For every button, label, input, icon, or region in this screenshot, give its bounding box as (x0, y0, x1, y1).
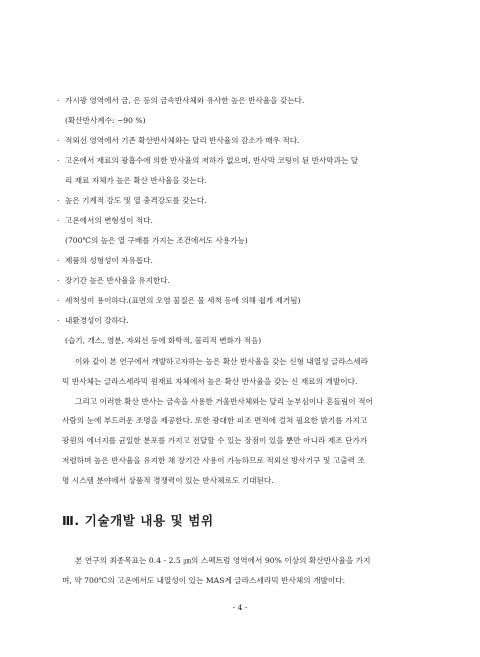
list-item (57, 216, 437, 236)
list-item (57, 296, 437, 316)
list-item-text: 고온에서의 변형성이 적다. (65, 216, 153, 225)
paragraph-line: 저렴하며 높은 반사율을 유지한 채 장기간 사용이 가능하므로 적외선 방사기구 및 고출력 조 (62, 456, 365, 465)
list-item-text: 내환경성이 강하다. (65, 316, 129, 325)
list-item-text: 제품의 성형성이 자유롭다. (65, 256, 153, 265)
bullet-marker: · (57, 156, 60, 165)
page-number: - 4 - (232, 603, 248, 612)
list-item-text: 높은 기계적 강도 및 열 충격강도를 갖는다. (65, 196, 207, 205)
bullet-marker: · (57, 216, 60, 225)
bullet-marker: · (57, 196, 60, 205)
list-item-text: 세척성이 용이하다.(표면의 오염 물질은 물 세척 등에 의해 쉽게 제거됨) (65, 296, 301, 305)
list-item (57, 116, 437, 136)
list-item-text: (확산반사계수: ~90 %) (65, 116, 146, 125)
paragraph-line: 본 연구의 최종목표는 0.4 - 2.5 ㎛의 스펙트럼 영역에서 90% 이상의 확산반사율을 가지 (75, 556, 371, 565)
list-item (57, 156, 437, 176)
paragraph-line: 믹 반사체는 글라스세라믹 원재료 자체에서 높은 확산 반사율을 갖는 신 재료의 개발이다. (62, 377, 358, 386)
list-item-text: 리 재료 자체가 높은 확산 반사율을 갖는다. (65, 176, 207, 185)
bullet-marker: · (57, 256, 60, 265)
bullet-marker: · (57, 96, 60, 105)
bullet-marker: · (57, 276, 60, 285)
list-item-text: 적외선 영역에서 기존 확산반사체와는 달리 반사율의 감소가 매우 적다. (65, 136, 300, 145)
paragraph-line: 이와 같이 본 연구에서 개발하고자하는 높은 확산 반사율을 갖는 신형 내열성 글라스세라 (75, 357, 368, 366)
bullet-marker: · (57, 296, 60, 305)
list-item-text: 고온에서 재료의 광흡수에 의한 반사율의 저하가 없으며, 반사막 코팅이 된 반사막과는 달 (65, 156, 359, 165)
bullet-marker: · (57, 136, 60, 145)
list-item (57, 96, 437, 116)
list-item-text: 가시광 영역에서 금, 은 등의 금속반사체와 유사한 높은 반사율을 갖는다. (65, 96, 305, 105)
list-item-text: 장기간 높은 반사율을 유지한다. (65, 276, 171, 285)
paragraph-line: 광원의 에너지를 균일한 분포를 가지고 전달할 수 있는 장점이 있을 뿐만 아니라 제조 단가가 (62, 436, 368, 445)
list-item-text: (700℃의 높은 열 구배를 가지는 조건에서도 사용가능) (65, 236, 248, 245)
paragraph-line: 며, 약 700℃의 고온에서도 내열성이 있는 MAS계 글라스세라믹 반사체의 개발이다. (62, 576, 346, 585)
list-item (57, 336, 437, 356)
list-item (57, 276, 437, 296)
list-item (57, 316, 437, 336)
list-item (57, 196, 437, 216)
property-bullet-list (57, 96, 437, 356)
list-item-text: (습기, 개스, 염분, 자외선 등에 화학적, 물리적 변화가 적음) (65, 336, 262, 345)
list-item (57, 236, 437, 256)
list-item (57, 176, 437, 196)
paragraph-line: 사람의 눈에 부드러운 조명을 제공한다. 또한 광대한 피조 면적에 걸쳐 필요한 밝기를 가지고 (62, 416, 368, 425)
list-item (57, 136, 437, 156)
paragraph-line: 명 시스템 분야에서 상품적 경쟁력이 있는 반사체로도 기대된다. (62, 476, 274, 485)
paragraph-line: 그리고 이러한 확산 반사는 금속을 사용한 거울반사체와는 달리 눈부심이나 혼들림이 적어 (75, 397, 373, 406)
bullet-marker: · (57, 316, 60, 325)
section-heading: Ⅲ. 기술개발 내용 및 범위 (62, 513, 214, 528)
list-item (57, 256, 437, 276)
